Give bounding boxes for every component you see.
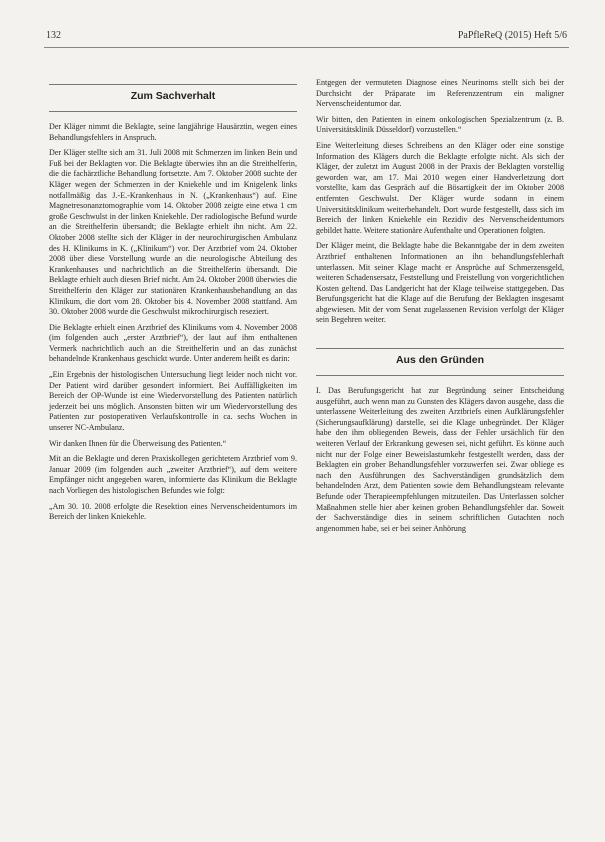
section-title: Zum Sachverhalt (130, 90, 216, 102)
paragraph: Mit an die Beklagte und deren Praxiskollegen gerichtetem Arztbrief vom 9. Januar 2009 (im folgenden auch „zweiter Arztbrief“), auf dem weitere Empfänger nicht angegeben waren, informierte das Klinikum die Beklagte nach Vorliegen des histologischen Befundes wie folgt: (49, 454, 297, 495)
section-title: Aus den Gründen (395, 354, 485, 367)
paragraph: I. Das Berufungsgericht hat zur Begründung seiner Entscheidung ausgeführt, auch wenn man zu Gunsten des Klägers davon ausgehe, dass die unterlassene Weiterleitung des zweiten Arztbriefs einen Aufklärungsfehler (Sicherungsaufklärung) darstelle, sei die Klage unbegründet. Der Kläger habe den ihm obliegenden Beweis, dass der Fehler ursächlich für den weiteren Verlauf der Erkrankung gewesen sei, nicht geführt. Es könne auch nicht nur der Folge einer Beweislastumkehr festgestellt werden, dass der Beklagten ein grober Behandlungsfehler vorzuwerfen sei. Zwar obliege es nach den Ausführungen des Sachverständigen grundsätzlich dem behandelnden Arzt, dem Patienten sowie dem Behandlungsteam relevante Befunde oder Therapieempfehlungen mitzuteilen. Das Unterlassen solcher Maßnahmen stelle hier aber keinen groben Behandlungsfehler dar. Soweit der Sachverständige dies in seinem schriftlichen Gutachten noch angenommen habe, sei er bei seiner Anhörung (316, 386, 564, 533)
quote-paragraph: „Ein Ergebnis der histologischen Untersuchung liegt leider noch nicht vor. Der Patient wird darüber gesondert informiert. Bei Auffälligkeiten im Bereich der OP-Wunde ist eine Wiedervorstellung des Patienten natürlich jederzeit bei uns möglich. Ansonsten bitten wir um Wiedervorstellung des Patienten zur postoperativen Verlaufskontrolle in ca. sechs Wochen in unserer NC-Ambulanz. (49, 370, 297, 433)
header-rule (44, 47, 569, 48)
quote-paragraph: Wir danken Ihnen für die Überweisung des Patienten.“ (49, 438, 227, 448)
right-column (316, 78, 564, 539)
quote-paragraph: „Am 30. 10. 2008 erfolgte die Resektion eines Nervenscheidentumors im Bereich der linken Kniekehle. (49, 501, 297, 522)
section-heading-gruende (316, 348, 564, 376)
journal-reference: PaPfleReQ (2015) Heft 5/6 (457, 30, 567, 41)
paragraph: Der Kläger meint, die Beklagte habe die Bekanntgabe der in dem zweiten Arztbrief enthaltenen Informationen an ihn behandlungsfehlerhaft unterlassen. Mit seiner Klage macht er Ansprüche auf Schmerzensgeld, weiteren Schadensersatz, Feststellung und Freistellung von vorgerichtlichen Kosten geltend. Das Landgericht hat der Klage teilweise stattgegeben. Das Berufungsgericht hat die Klage auf die Berufung der Beklagten insgesamt abgewiesen. Mit der vom Senat zugelassenen Revision verfolgt der Kläger sein Begehren weiter. (316, 241, 564, 325)
paragraph: Eine Weiterleitung dieses Schreibens an den Kläger oder eine sonstige Information des Klägers durch die Beklagte erfolgte nicht. Als sich der Kläger, der zuletzt im August 2008 in der Praxis der Beklagten vorstellig geworden war, am 17. Mai 2010 wegen einer Handverletzung dort vorstellte, kam das Gespräch auf die Bösartigkeit der im Oktober 2008 entfernten Geschwulst. Der Kläger wurde sodann in einem Universitätsklinikum weiterbehandelt. Dort wurde festgestellt, dass sich im Bereich der linken Kniekehle ein Rezidiv des Nervenscheidentumors gebildet hatte. Weitere stationäre Aufenthalte und Operationen folgten. (316, 140, 564, 235)
section-heading-sachverhalt (49, 84, 297, 112)
paragraph: Der Kläger nimmt die Beklagte, seine langjährige Hausärztin, wegen eines Behandlungsfehlers in Anspruch. (49, 122, 297, 142)
paragraph: Die Beklagte erhielt einen Arztbrief des Klinikums vom 4. November 2008 (im folgenden auch „erster Arztbrief“), der laut auf ihm enthaltenen Vermerk nachrichtlich auch an die Streithelferin und an das zunächst behandelnde Krankenhaus geschickt wurde. Unter anderem heißt es darin: (49, 322, 297, 364)
page-header (46, 30, 567, 46)
left-column (49, 76, 297, 528)
paragraph: Entgegen der vermuteten Diagnose eines Neurinoms stellt sich bei der Durchsicht der Präparate im Referenzzentrum ein maligner Nervenscheidentumor dar. (316, 78, 564, 109)
page-number: 132 (46, 30, 61, 41)
paragraph: Der Kläger stellte sich am 31. Juli 2008 mit Schmerzen im linken Bein und Fuß bei der Beklagten vor. Die Beklagte überwies ihn an die Streithelferin, die die fachärztliche Behandlung fortsetzte. Am 7. Oktober 2008 suchte der Kläger wegen der Schmerzen in der Kniekehle und im Knigelenk links notfallmäßig das J.-E.-Krankenhaus in N. („Krankenhaus“) auf. Eine Magnetresonanztomographie vom 14. Oktober 2008 zeigte eine etwa 1 cm große Geschwulst in der linken Kniekehle. Der radiologische Befund wurde an die Streithelferin übersandt; die Beklagte erhielt ihn nicht. Am 22. Oktober 2008 stellte sich der Kläger in der neurochirurgischen Ambulanz des H. Klinikums in K. („Klinikum“) vor. Der Arztbrief vom 24. Oktober 2008 über diese Vorstellung wurde an die neurologische Abteilung des Krankenhauses und nachrichtlich an die Streithelferin übersandt. Die Beklagte erhielt auch diesen Brief nicht. Am 24. Oktober 2008 überwies die Streithelferin den Kläger zur stationären Krankenhausbehandlung an das Klinikum, die dort vom 28. Oktober bis 4. November 2008 stattfand. Am 30. Oktober 2008 wurde die Geschwulst mikrochirurgisch reseziert. (49, 148, 297, 317)
paragraph: Wir bitten, den Patienten in einem onkologischen Spezialzentrum (z. B. Universitätsklinik Düsseldorf) vorzustellen.“ (316, 114, 564, 135)
